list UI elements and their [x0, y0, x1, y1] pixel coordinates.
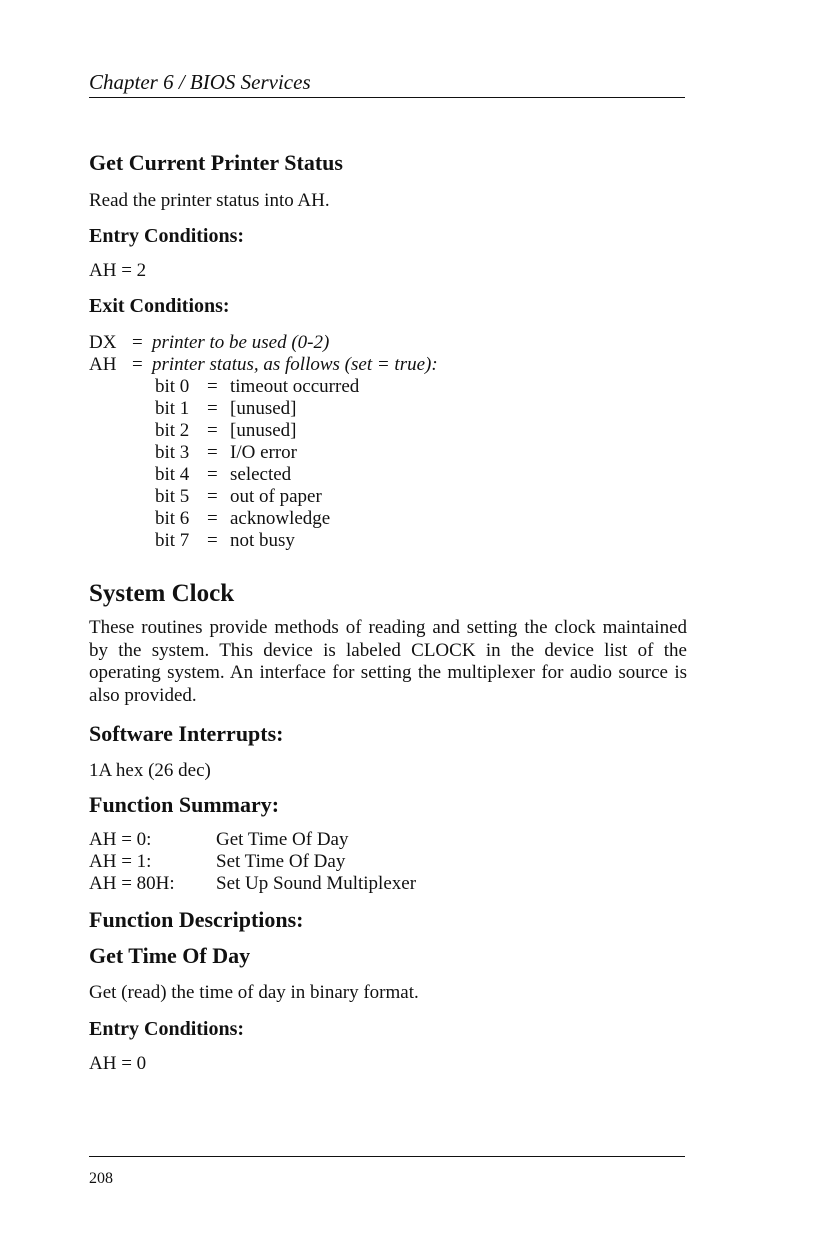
function-name: Set Up Sound Multiplexer [216, 873, 417, 894]
bit-meaning: not busy [230, 530, 295, 551]
func-entry-conditions-value: AH = 0 [89, 1053, 147, 1074]
summary-row [89, 851, 589, 873]
bit-label: bit 5 [155, 486, 190, 507]
software-interrupts-value: 1A hex (26 dec) [89, 760, 211, 781]
bit-label: bit 0 [155, 376, 190, 397]
function-code: AH = 80H: [89, 873, 175, 894]
bit-meaning: I/O error [230, 442, 297, 463]
exit-row [89, 332, 689, 354]
bit-meaning: [unused] [230, 420, 297, 441]
equals-sign: = [207, 376, 218, 397]
equals-sign: = [207, 398, 218, 419]
bit-meaning: acknowledge [230, 508, 331, 529]
equals-sign: = [207, 486, 218, 507]
equals-sign: = [207, 442, 218, 463]
function-descriptions-heading: Function Descriptions: [89, 907, 304, 932]
bit-row [155, 398, 555, 420]
equals-sign: = [207, 508, 218, 529]
function-title-get-time: Get Time Of Day [89, 943, 251, 968]
summary-row [89, 873, 589, 895]
bit-meaning: selected [230, 464, 292, 485]
bit-label: bit 4 [155, 464, 190, 485]
equals-sign: = [207, 464, 218, 485]
equals-sign: = [207, 530, 218, 551]
bit-meaning: [unused] [230, 398, 297, 419]
bit-meaning: timeout occurred [230, 376, 360, 397]
bit-row [155, 486, 555, 508]
page-number: 208 [89, 1170, 113, 1187]
bit-label: bit 7 [155, 530, 190, 551]
header-rule [89, 97, 685, 98]
section-title-printer-status: Get Current Printer Status [89, 150, 343, 175]
bit-label: bit 3 [155, 442, 190, 463]
status-bits-table [155, 376, 555, 552]
equals-sign: = [132, 354, 143, 375]
bit-row [155, 420, 555, 442]
exit-conditions-table [89, 332, 689, 376]
running-header: Chapter 6 / BIOS Services [89, 70, 311, 94]
equals-sign: = [207, 420, 218, 441]
bit-row [155, 376, 555, 398]
printer-status-description: Read the printer status into AH. [89, 190, 330, 211]
register-description: printer status, as follows (set = true): [152, 354, 438, 375]
function-name: Set Time Of Day [216, 851, 346, 872]
exit-row [89, 354, 689, 376]
bit-row [155, 530, 555, 552]
register-label: AH [89, 354, 117, 375]
software-interrupts-heading: Software Interrupts: [89, 721, 284, 746]
system-clock-paragraph: These routines provide methods of reading and setting the clock maintained by the system. This device is labeled CLOCK in the device list of the operating system. An interface for setting the multiplexer for audio source is also provided. [89, 617, 687, 706]
function-code: AH = 0: [89, 829, 152, 850]
function-name: Get Time Of Day [216, 829, 349, 850]
bit-row [155, 508, 555, 530]
function-summary-table [89, 829, 589, 895]
exit-conditions-heading: Exit Conditions: [89, 295, 230, 317]
section-title-system-clock: System Clock [89, 580, 235, 607]
func-entry-conditions-heading: Entry Conditions: [89, 1018, 245, 1040]
bit-label: bit 6 [155, 508, 190, 529]
bit-meaning: out of paper [230, 486, 322, 507]
register-description: printer to be used (0-2) [152, 332, 330, 353]
bit-row [155, 464, 555, 486]
entry-conditions-value: AH = 2 [89, 260, 147, 281]
register-label: DX [89, 332, 117, 353]
footer-rule [89, 1156, 685, 1157]
equals-sign: = [132, 332, 143, 353]
function-summary-heading: Function Summary: [89, 792, 280, 817]
entry-conditions-heading: Entry Conditions: [89, 225, 245, 247]
function-description: Get (read) the time of day in binary format. [89, 982, 419, 1003]
function-code: AH = 1: [89, 851, 152, 872]
bit-label: bit 2 [155, 420, 190, 441]
bit-row [155, 442, 555, 464]
bit-label: bit 1 [155, 398, 190, 419]
summary-row [89, 829, 589, 851]
